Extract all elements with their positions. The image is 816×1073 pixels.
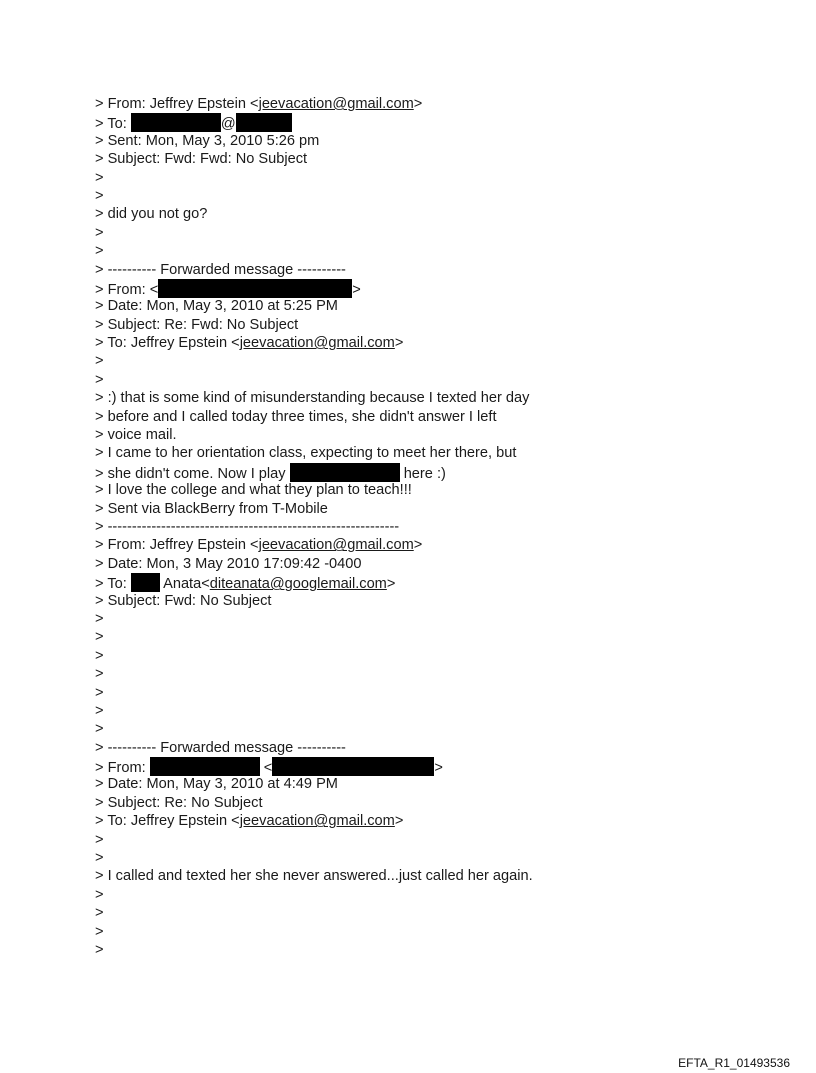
line-text: > Date: Mon, May 3, 2010 at 4:49 PM — [95, 776, 338, 793]
email-line — [95, 389, 775, 407]
redaction-box — [290, 463, 400, 482]
line-text: > — [394, 813, 404, 830]
line-text: > — [413, 537, 423, 554]
line-text: > From: Jeffrey Epstein < — [95, 96, 259, 112]
line-text: > I love the college and what they plan to teach!!! — [95, 482, 412, 499]
redaction-box — [150, 757, 260, 776]
line-text: > — [95, 610, 104, 627]
redaction-box — [236, 113, 292, 132]
line-text: > To: Jeffrey Epstein < — [95, 335, 240, 352]
email-line — [95, 647, 775, 665]
email-line — [95, 573, 775, 591]
line-text: > Subject: Re: Fwd: No Subject — [95, 316, 299, 333]
email-link[interactable]: jeevacation@gmail.com — [258, 537, 414, 554]
email-line — [95, 923, 775, 941]
email-line — [95, 279, 775, 297]
email-line — [95, 941, 775, 959]
email-link[interactable]: jeevacation@gmail.com — [239, 813, 395, 830]
line-text: > — [95, 923, 104, 940]
line-text: > — [95, 629, 104, 646]
email-line — [95, 739, 775, 757]
line-text: > Sent via BlackBerry from T-Mobile — [95, 500, 328, 517]
line-text: > — [413, 96, 423, 112]
line-text: > ---------- Forwarded message ---------- — [95, 739, 346, 756]
email-line — [95, 831, 775, 849]
redaction-box — [131, 113, 221, 132]
email-line — [95, 408, 775, 426]
email-line — [95, 904, 775, 922]
line-text: > I called and texted her she never answered...just called her again. — [95, 868, 533, 885]
line-text: > ------------------------------------------------------------ — [95, 518, 400, 535]
email-line — [95, 481, 775, 499]
document-id: EFTA_R1_01493536 — [678, 1056, 790, 1070]
email-line — [95, 205, 775, 223]
redaction-box — [272, 757, 434, 776]
line-text: > — [434, 760, 443, 777]
email-line — [95, 665, 775, 683]
email-line — [95, 316, 775, 334]
line-text: @ — [220, 116, 236, 133]
email-line — [95, 224, 775, 242]
line-text: > — [95, 905, 104, 922]
email-line — [95, 444, 775, 462]
email-line — [95, 702, 775, 720]
line-text: > — [95, 371, 104, 388]
line-text: > I came to her orientation class, expecting to meet her there, but — [95, 445, 517, 462]
email-line — [95, 187, 775, 205]
line-text: > To: — [95, 116, 131, 133]
line-text: > From: — [95, 760, 150, 777]
email-line — [95, 95, 775, 113]
line-text: > — [394, 335, 404, 352]
line-text: > — [95, 353, 104, 370]
line-text: > Subject: Re: No Subject — [95, 794, 263, 811]
line-text: > — [95, 850, 104, 867]
email-line — [95, 555, 775, 573]
line-text: < — [259, 760, 273, 777]
line-text: > :) that is some kind of misunderstanding because I texted her day — [95, 390, 530, 407]
line-text: > did you not go? — [95, 206, 208, 223]
email-line — [95, 610, 775, 628]
line-text: here :) — [399, 465, 446, 482]
line-text: > — [352, 281, 361, 298]
line-text: > before and I called today three times, she didn't answer I left — [95, 408, 497, 425]
email-line — [95, 592, 775, 610]
email-line — [95, 463, 775, 481]
line-text: > — [95, 684, 104, 701]
line-text: > — [95, 187, 104, 204]
line-text: > Date: Mon, 3 May 2010 17:09:42 -0400 — [95, 555, 362, 572]
line-text: > — [95, 224, 104, 241]
email-line — [95, 757, 775, 775]
email-line — [95, 536, 775, 554]
line-text: > Subject: Fwd: Fwd: No Subject — [95, 151, 308, 168]
line-text: > — [95, 831, 104, 848]
line-text: > From: Jeffrey Epstein < — [95, 537, 259, 554]
email-link[interactable]: jeevacation@gmail.com — [258, 96, 414, 112]
email-line — [95, 297, 775, 315]
line-text: > voice mail. — [95, 427, 177, 444]
email-line — [95, 720, 775, 738]
email-line — [95, 261, 775, 279]
email-line — [95, 886, 775, 904]
email-line — [95, 132, 775, 150]
email-line — [95, 150, 775, 168]
email-line — [95, 334, 775, 352]
line-text: > — [95, 647, 104, 664]
email-line — [95, 794, 775, 812]
line-text: > — [95, 702, 104, 719]
line-text: > Date: Mon, May 3, 2010 at 5:25 PM — [95, 298, 338, 315]
line-text: > — [95, 721, 104, 738]
email-line — [95, 371, 775, 389]
line-text: > Subject: Fwd: No Subject — [95, 592, 272, 609]
line-text: > To: Jeffrey Epstein < — [95, 813, 240, 830]
line-text: > Sent: Mon, May 3, 2010 5:26 pm — [95, 132, 320, 149]
email-line — [95, 684, 775, 702]
email-line — [95, 812, 775, 830]
redaction-box — [131, 573, 160, 592]
email-line — [95, 113, 775, 131]
email-line — [95, 426, 775, 444]
redaction-box — [158, 279, 352, 298]
line-text: Anata< — [159, 576, 210, 593]
line-text: > — [95, 886, 104, 903]
email-link[interactable]: jeevacation@gmail.com — [239, 335, 395, 352]
line-text: > — [95, 169, 104, 186]
email-line — [95, 352, 775, 370]
email-line — [95, 775, 775, 793]
line-text: > From: < — [95, 281, 159, 298]
email-link[interactable]: diteanata@googlemail.com — [209, 576, 387, 593]
email-line — [95, 500, 775, 518]
email-line — [95, 849, 775, 867]
email-line — [95, 628, 775, 646]
line-text: > she didn't come. Now I play — [95, 465, 290, 482]
line-text: > To: — [95, 576, 131, 593]
line-text: > ---------- Forwarded message ---------- — [95, 261, 346, 278]
line-text: > — [386, 576, 396, 593]
line-text: > — [95, 941, 104, 958]
email-line — [95, 867, 775, 885]
email-line — [95, 518, 775, 536]
line-text: > — [95, 666, 104, 683]
email-thread — [95, 95, 775, 959]
email-line — [95, 242, 775, 260]
line-text: > — [95, 243, 104, 260]
email-line — [95, 169, 775, 187]
